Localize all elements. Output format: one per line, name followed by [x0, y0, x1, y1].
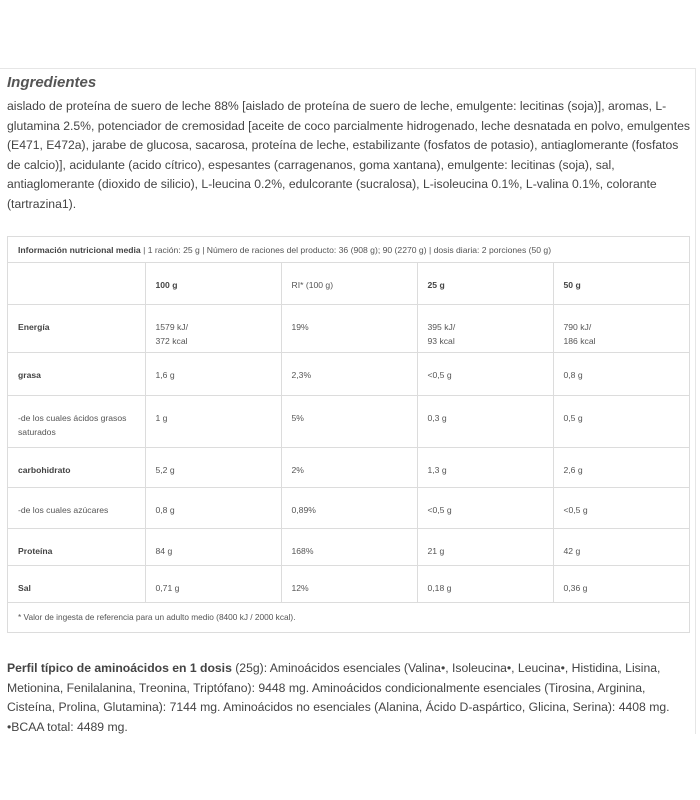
value-50g: 42 g — [553, 528, 689, 565]
value-100g: 1,6 g — [145, 352, 281, 395]
value-50g: <0,5 g — [553, 487, 689, 528]
amino-acid-profile-title: Perfil típico de aminoácidos en 1 dosis — [7, 661, 232, 675]
value-25g: 0,3 g — [417, 395, 553, 447]
nutrition-footnote: * Valor de ingesta de referencia para un adulto medio (8400 kJ / 2000 kcal). — [8, 602, 689, 632]
value-100g: 84 g — [145, 528, 281, 565]
header-cell — [8, 263, 145, 304]
value-ri: 2,3% — [281, 352, 417, 395]
value-50g: 0,5 g — [553, 395, 689, 447]
header-cell: 50 g — [553, 263, 689, 304]
value-ri: 2% — [281, 447, 417, 487]
value-25g: 395 kJ/ 93 kcal — [417, 304, 553, 352]
nutrition-caption-title: Información nutricional media — [18, 245, 141, 255]
value-25g: <0,5 g — [417, 487, 553, 528]
table-row — [8, 528, 689, 565]
value-50g: 2,6 g — [553, 447, 689, 487]
value-50g: 0,36 g — [553, 565, 689, 602]
table-header-row — [8, 263, 689, 304]
value-25g: 1,3 g — [417, 447, 553, 487]
value-50g: 790 kJ/ 186 kcal — [553, 304, 689, 352]
table-row — [8, 447, 689, 487]
ingredients-text: aislado de proteína de suero de leche 88% [aislado de proteína de suero de leche, emulgente: lecitinas (soja)], aromas, L-glutamina 2.5%, potenciador de cremosidad [aceite de coco parcialmente hidrogenado, leche desnatada en polvo, emulgentes (E471, E472a), jarabe de glucosa, sacarosa, proteína de leche, estabilizante (fosfatos de potasio), antiaglomerante (fosfatos de calcio)], acidulante (acido cítrico), espesantes (carragenanos, goma xantana), emulgente: lecitinas (soja), sal, antiaglomerante (dioxido de silicio), L-leucina 0.2%, edulcorante (sucralosa), L-isoleucina 0.1%, L-valina 0.1%, colorante (tartrazina1). — [7, 99, 690, 211]
value-25g: 21 g — [417, 528, 553, 565]
value-100g: 0,71 g — [145, 565, 281, 602]
nutrition-table-container — [7, 236, 690, 633]
value-100g: 0,8 g — [145, 487, 281, 528]
ingredients-heading: Ingredientes — [7, 74, 97, 91]
value-100g: 1 g — [145, 395, 281, 447]
value-100g: 1579 kJ/ 372 kcal — [145, 304, 281, 352]
amino-acid-profile — [7, 659, 691, 737]
nutrition-caption — [8, 237, 689, 263]
header-cell: 25 g — [417, 263, 553, 304]
table-row — [8, 304, 689, 352]
header-cell: 100 g — [145, 263, 281, 304]
table-row — [8, 352, 689, 395]
value-ri: 19% — [281, 304, 417, 352]
nutrition-table — [8, 263, 689, 603]
value-50g: 0,8 g — [553, 352, 689, 395]
table-row — [8, 395, 689, 447]
amino-acid-profile-text: (25g): Aminoácidos esenciales (Valina•, Isoleucina•, Leucina•, Histidina, Lisina, Metionina, Fenilalanina, Treonina, Triptófano): 9448 mg. Aminoácidos condicionalmente esenciales (Tirosina, Arginina, Cisteína, Prolina, Glutamina): 7144 mg. Aminoácidos no esenciales (Alanina, Ácido D-aspártico, Glicina, Serina): 4408 mg. •BCAA total: 4489 mg. — [7, 661, 670, 734]
value-ri: 12% — [281, 565, 417, 602]
nutrition-caption-details: | 1 ración: 25 g | Número de raciones del producto: 36 (908 g); 90 (2270 g) | dosis diaria: 2 porciones (50 g) — [140, 245, 552, 255]
row-label: -de los cuales azúcares — [8, 487, 145, 528]
row-label: -de los cuales ácidos grasos saturados — [8, 395, 145, 447]
row-label: Proteína — [8, 528, 145, 565]
value-25g: 0,18 g — [417, 565, 553, 602]
value-ri: 0,89% — [281, 487, 417, 528]
header-cell: RI* (100 g) — [281, 263, 417, 304]
table-row — [8, 565, 689, 602]
row-label: carbohidrato — [8, 447, 145, 487]
row-label: Sal — [8, 565, 145, 602]
row-label: grasa — [8, 352, 145, 395]
value-100g: 5,2 g — [145, 447, 281, 487]
table-row — [8, 487, 689, 528]
value-ri: 5% — [281, 395, 417, 447]
row-label: Energía — [8, 304, 145, 352]
value-ri: 168% — [281, 528, 417, 565]
value-25g: <0,5 g — [417, 352, 553, 395]
